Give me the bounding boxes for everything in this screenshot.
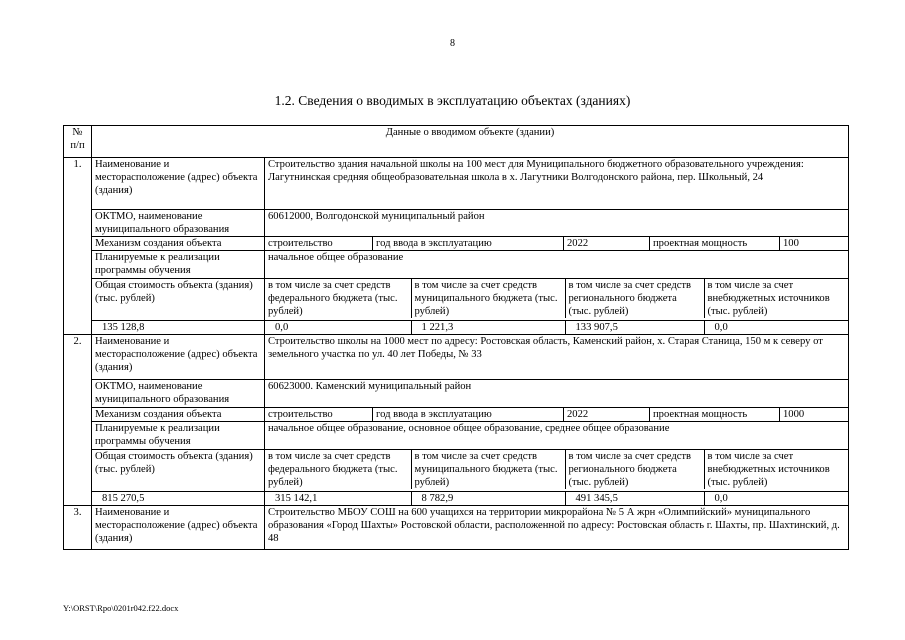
- funding-values: [265, 321, 849, 335]
- funding-labels: [265, 450, 849, 492]
- objects-table: [63, 125, 849, 550]
- object-3-name-row: [64, 506, 849, 550]
- object-2-oktmo-row: [64, 380, 849, 408]
- offbudget-value: 0,0: [704, 492, 848, 505]
- object-1-mechanism-row: [64, 237, 849, 251]
- oktmo-value: 60612000, Волгодонской муниципальный район: [265, 210, 849, 237]
- object-number: 3.: [64, 506, 92, 550]
- municipal-label: в том числе за счет средств муниципального бюджета (тыс. рублей): [411, 450, 565, 489]
- capacity-label: проектная мощность: [650, 237, 780, 251]
- regional-value: 133 907,5: [565, 321, 704, 334]
- funding-values: [265, 492, 849, 506]
- year-value: 2022: [564, 408, 650, 422]
- object-1-programs-row: [64, 251, 849, 279]
- capacity-value: 1000: [780, 408, 849, 422]
- mechanism-label: Механизм создания объекта: [92, 237, 265, 251]
- regional-label: в том числе за счет средств регионального бюджета (тыс. рублей): [565, 450, 704, 489]
- funding-labels: [265, 279, 849, 321]
- oktmo-label: ОКТМО, наименование муниципального образования: [92, 210, 265, 237]
- total-cost-value: 815 270,5: [92, 492, 265, 506]
- table-header-row: [64, 126, 849, 158]
- data-header: Данные о вводимом объекте (здании): [92, 126, 849, 158]
- federal-value: 315 142,1: [275, 493, 318, 504]
- capacity-value: 100: [780, 237, 849, 251]
- object-name: Строительство здания начальной школы на 100 мест для Муниципального бюджетного образовательного учреждения: Лагутнинская средняя общеобразовательная школа в х. Лагутники Волгодонского района, пер. Школьный, 24: [265, 158, 849, 210]
- federal-label: в том числе за счет средств федерального бюджета (тыс. рублей): [268, 280, 398, 317]
- offbudget-value: 0,0: [704, 321, 848, 334]
- oktmo-label: ОКТМО, наименование муниципального образования: [92, 380, 265, 408]
- mechanism-label: Механизм создания объекта: [92, 408, 265, 422]
- object-2-programs-row: [64, 422, 849, 450]
- object-1-cost-labels-row: [64, 279, 849, 321]
- object-number: 2.: [64, 335, 92, 506]
- programs-value: начальное общее образование, основное общее образование, среднее общее образование: [265, 422, 849, 450]
- year-label: год ввода в эксплуатацию: [373, 408, 564, 422]
- num-header: № п/п: [64, 126, 92, 158]
- object-number: 1.: [64, 158, 92, 335]
- object-1-cost-values-row: [64, 321, 849, 335]
- regional-value: 491 345,5: [565, 492, 704, 505]
- total-cost-label: Общая стоимость объекта (здания) (тыс. рублей): [92, 279, 265, 321]
- section-title: 1.2. Сведения о вводимых в эксплуатацию объектах (зданиях): [274, 93, 631, 108]
- municipal-value: 1 221,3: [411, 321, 565, 334]
- mechanism-value: строительство: [265, 237, 373, 251]
- total-cost-value: 135 128,8: [92, 321, 265, 335]
- object-1-name-row: [64, 158, 849, 210]
- programs-label: Планируемые к реализации программы обучения: [92, 422, 265, 450]
- mechanism-value: строительство: [265, 408, 373, 422]
- object-1-oktmo-row: [64, 210, 849, 237]
- regional-label: в том числе за счет средств регионального бюджета (тыс. рублей): [565, 279, 704, 318]
- programs-label: Планируемые к реализации программы обучения: [92, 251, 265, 279]
- year-value: 2022: [564, 237, 650, 251]
- total-cost-label: Общая стоимость объекта (здания) (тыс. рублей): [92, 450, 265, 492]
- file-path-footer: Y:\ORST\Rpo\0201r042.f22.docx: [63, 603, 179, 613]
- object-name: Строительство школы на 1000 мест по адресу: Ростовская область, Каменский район, х. Старая Станица, 150 м к северу от земельного участка по ул. 40 лет Победы, № 33: [265, 335, 849, 380]
- name-label: Наименование и месторасположение (адрес) объекта (здания): [92, 158, 265, 210]
- object-name: Строительство МБОУ СОШ на 600 учащихся на территории микрорайона № 5 А жрн «Олимпийский» муниципального образования «Город Шахты» Ростовской области, расположенной по адресу: Ростовская область г. Шахты, пр. Шахтинский, д. 48: [265, 506, 849, 550]
- object-2-name-row: [64, 335, 849, 380]
- municipal-value: 8 782,9: [411, 492, 565, 505]
- federal-value: 0,0: [275, 322, 289, 333]
- object-2-cost-labels-row: [64, 450, 849, 492]
- federal-label: в том числе за счет средств федерального бюджета (тыс. рублей): [268, 451, 398, 488]
- object-2-cost-values-row: [64, 492, 849, 506]
- offbudget-label: в том числе за счет внебюджетных источников (тыс. рублей): [704, 450, 848, 489]
- object-2-mechanism-row: [64, 408, 849, 422]
- name-label: Наименование и месторасположение (адрес) объекта (здания): [92, 506, 265, 550]
- year-label: год ввода в эксплуатацию: [373, 237, 564, 251]
- name-label: Наименование и месторасположение (адрес) объекта (здания): [92, 335, 265, 380]
- capacity-label: проектная мощность: [650, 408, 780, 422]
- municipal-label: в том числе за счет средств муниципального бюджета (тыс. рублей): [411, 279, 565, 318]
- programs-value: начальное общее образование: [265, 251, 849, 279]
- oktmo-value: 60623000. Каменский муниципальный район: [265, 380, 849, 408]
- offbudget-label: в том числе за счет внебюджетных источников (тыс. рублей): [704, 279, 848, 318]
- page-number: 8: [450, 38, 455, 49]
